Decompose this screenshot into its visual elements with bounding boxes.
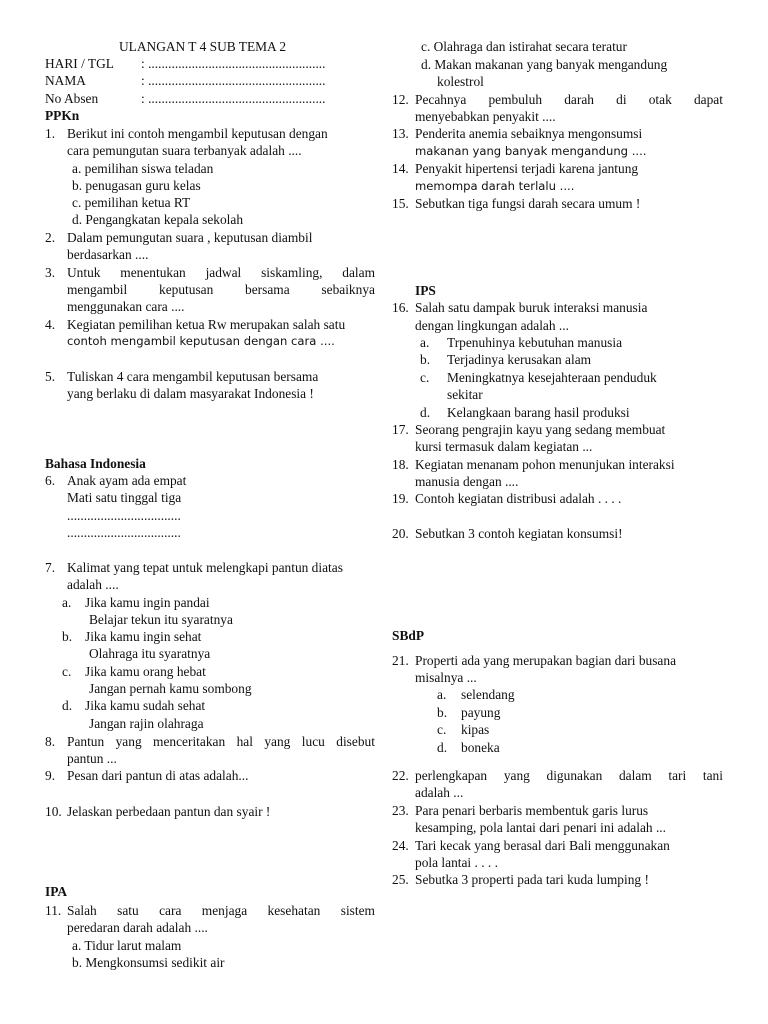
answer-option: a. pemilihan siswa teladan — [72, 161, 214, 176]
section-heading-sbdp: SBdP — [392, 628, 425, 643]
question-text-segment: yang — [503, 768, 530, 783]
answer-option: Jika kamu ingin sehat — [85, 629, 202, 644]
question-text-segment: Pantun — [67, 734, 105, 749]
question-number: 1. — [45, 126, 56, 141]
question-text: memompa darah terlalu .... — [415, 179, 575, 193]
option-letter: b. — [420, 352, 431, 367]
section-heading-bahasa-indonesia: Bahasa Indonesia — [45, 456, 146, 471]
question-number: 21. — [392, 653, 409, 668]
question-text: Tari kecak yang berasal dari Bali menggunakan — [415, 838, 670, 853]
question-text-segment: cara — [159, 903, 182, 918]
question-number: 13. — [392, 126, 409, 141]
question-text: Penyakit hipertensi terjadi karena jantung — [415, 161, 639, 176]
answer-option: Jika kamu sudah sehat — [85, 698, 206, 713]
pantun-blank-line[interactable]: .................................. — [67, 525, 181, 540]
option-letter: a. — [62, 595, 72, 610]
question-text-segment: kesehatan — [267, 903, 321, 918]
answer-option: Olahraga itu syaratnya — [89, 646, 211, 661]
question-number: 9. — [45, 768, 56, 783]
question-text: Sebutka 3 properti pada tari kuda lumping ! — [415, 872, 649, 887]
answer-option: selendang — [461, 687, 515, 702]
question-text-segment: lucu — [301, 734, 325, 749]
question-text-segment: perlengkapan — [415, 768, 488, 783]
question-text: kursi termasuk dalam kegiatan ... — [415, 439, 593, 454]
header-label-date: HARI / TGL — [45, 56, 114, 71]
header-field-date[interactable]: : ..................................................... — [141, 56, 326, 71]
question-text-segment: yang — [115, 734, 142, 749]
question-text: manusia dengan .... — [415, 474, 519, 489]
question-text-segment: hal — [236, 734, 253, 749]
answer-option: d. Makan makanan yang banyak mengandung — [421, 57, 668, 72]
question-text-segment: keputusan — [159, 282, 214, 297]
question-number: 6. — [45, 473, 56, 488]
question-text-segment: bersama — [245, 282, 290, 297]
answer-option: Belajar tekun itu syaratnya — [89, 612, 233, 627]
section-heading-ipa: IPA — [45, 884, 68, 899]
question-number: 2. — [45, 230, 56, 245]
question-number: 24. — [392, 838, 409, 853]
question-text — [67, 902, 375, 919]
question-number: 25. — [392, 872, 409, 887]
question-text: Sebutkan 3 contoh kegiatan konsumsi! — [415, 526, 623, 541]
question-text — [67, 281, 375, 298]
option-letter: c. — [420, 370, 430, 385]
question-text: Berikut ini contoh mengambil keputusan dengan — [67, 126, 328, 141]
question-text-segment: jadwal — [205, 265, 242, 280]
question-text-segment: otak — [648, 92, 672, 107]
question-text — [415, 767, 723, 784]
question-text-segment: pembuluh — [488, 92, 543, 107]
question-text: makanan yang banyak mengandung .... — [415, 144, 647, 158]
option-letter: d. — [420, 405, 431, 420]
question-text-segment: mengambil — [67, 282, 128, 297]
question-number: 20. — [392, 526, 409, 541]
question-number: 7. — [45, 560, 56, 575]
answer-option: c. Olahraga dan istirahat secara teratur — [421, 39, 627, 54]
question-text: Para penari berbaris membentuk garis lurus — [415, 803, 649, 818]
answer-option: Trpenuhinya kebutuhan manusia — [447, 335, 623, 350]
question-text-segment: Pecahnya — [415, 92, 467, 107]
pantun-line: Anak ayam ada empat — [67, 473, 187, 488]
question-text: Pesan dari pantun di atas adalah... — [67, 768, 249, 783]
answer-option: payung — [461, 705, 501, 720]
question-text: berdasarkan .... — [67, 247, 149, 262]
answer-option: b. Mengkonsumsi sedikit air — [72, 955, 225, 970]
header-field-absen[interactable]: : ..................................................... — [141, 91, 326, 106]
answer-option: Jika kamu ingin pandai — [85, 595, 210, 610]
question-number: 15. — [392, 196, 409, 211]
header-label-absen: No Absen — [45, 91, 99, 106]
section-heading-ips: IPS — [415, 283, 436, 298]
answer-option: Terjadinya kerusakan alam — [447, 352, 592, 367]
question-text-segment: siskamling, — [261, 265, 323, 280]
question-number: 19. — [392, 491, 409, 506]
answer-option: d. Pengangkatan kepala sekolah — [72, 212, 244, 227]
question-text: peredaran darah adalah .... — [67, 920, 208, 935]
question-number: 4. — [45, 317, 56, 332]
question-text-segment: digunakan — [546, 768, 603, 783]
answer-option: Jika kamu orang hebat — [85, 664, 206, 679]
answer-option: Jangan rajin olahraga — [89, 716, 204, 731]
question-number: 11. — [45, 903, 62, 918]
question-text: Contoh kegiatan distribusi adalah . . . . — [415, 491, 622, 506]
option-letter: d. — [62, 698, 73, 713]
question-text-segment: tani — [702, 768, 723, 783]
question-number: 5. — [45, 369, 56, 384]
option-letter: a. — [437, 687, 447, 702]
question-number: 16. — [392, 300, 409, 315]
question-number: 17. — [392, 422, 409, 437]
question-text-segment: di — [616, 92, 627, 107]
question-text: Kegiatan pemilihan ketua Rw merupakan salah satu — [67, 317, 346, 332]
question-text-segment: dapat — [693, 92, 723, 107]
answer-option: kipas — [461, 722, 490, 737]
question-text-segment: disebut — [336, 734, 375, 749]
question-text: dengan lingkungan adalah ... — [415, 318, 569, 333]
question-text-segment: dalam — [342, 265, 375, 280]
question-number: 23. — [392, 803, 409, 818]
question-text: Kegiatan menanam pohon menunjukan interaksi — [415, 457, 675, 472]
question-text: pantun ... — [67, 751, 117, 766]
question-text: adalah .... — [67, 577, 119, 592]
question-text: Penderita anemia sebaiknya mengonsumsi — [415, 126, 643, 141]
question-number: 3. — [45, 265, 56, 280]
answer-option: kolestrol — [437, 74, 484, 89]
question-text-segment: Untuk — [67, 265, 101, 280]
question-text-segment: satu — [117, 903, 139, 918]
question-text — [67, 733, 375, 750]
question-text: Sebutkan tiga fungsi darah secara umum ! — [415, 196, 641, 211]
question-text: yang berlaku di dalam masyarakat Indonesia ! — [67, 386, 314, 401]
question-text — [67, 264, 375, 281]
answer-option: Kelangkaan barang hasil produksi — [447, 405, 630, 420]
answer-option: sekitar — [447, 387, 483, 402]
question-text-segment: yang — [264, 734, 291, 749]
question-text-segment: menentukan — [120, 265, 186, 280]
question-number: 22. — [392, 768, 409, 783]
question-text-segment: dalam — [618, 768, 652, 783]
question-text: contoh mengambil keputusan dengan cara .... — [67, 334, 335, 348]
question-number: 8. — [45, 734, 56, 749]
section-heading-ppkn: PPKn — [45, 108, 80, 123]
answer-option: Meningkatnya kesejahteraan penduduk — [447, 370, 657, 385]
question-text: Jelaskan perbedaan pantun dan syair ! — [67, 804, 271, 819]
question-text: kesamping, pola lantai dari penari ini adalah ... — [415, 820, 666, 835]
option-letter: a. — [420, 335, 430, 350]
answer-option: b. penugasan guru kelas — [72, 178, 201, 193]
question-text: menggunakan cara .... — [67, 299, 185, 314]
option-letter: b. — [62, 629, 73, 644]
question-text: Tuliskan 4 cara mengambil keputusan bersama — [67, 369, 319, 384]
pantun-line: Mati satu tinggal tiga — [67, 490, 182, 505]
question-text: Kalimat yang tepat untuk melengkapi pantun diatas — [67, 560, 343, 575]
answer-option: c. pemilihan ketua RT — [72, 195, 191, 210]
question-number: 18. — [392, 457, 409, 472]
question-text-segment: menceritakan — [153, 734, 226, 749]
question-number: 10. — [45, 804, 62, 819]
question-text: menyebabkan penyakit .... — [415, 109, 556, 124]
question-text: misalnya ... — [415, 670, 477, 685]
question-text: Properti ada yang merupakan bagian dari busana — [415, 653, 677, 668]
question-text-segment: menjaga — [201, 903, 248, 918]
question-text-segment: sistem — [340, 903, 375, 918]
option-letter: c. — [62, 664, 72, 679]
question-text-segment: darah — [564, 92, 594, 107]
page-title: ULANGAN T 4 SUB TEMA 2 — [119, 39, 287, 54]
header-label-name: NAMA — [45, 73, 86, 88]
question-text-segment: sebaiknya — [321, 282, 375, 297]
question-text — [415, 91, 723, 108]
question-text: pola lantai . . . . — [415, 855, 498, 870]
question-number: 12. — [392, 92, 409, 107]
pantun-blank-line[interactable]: .................................. — [67, 508, 181, 523]
option-letter: b. — [437, 705, 448, 720]
question-text: Dalam pemungutan suara , keputusan diambil — [67, 230, 313, 245]
answer-option: boneka — [461, 740, 500, 755]
header-field-name[interactable]: : ..................................................... — [141, 73, 326, 88]
question-text: Salah satu dampak buruk interaksi manusia — [415, 300, 648, 315]
answer-option: a. Tidur larut malam — [72, 938, 182, 953]
question-number: 14. — [392, 161, 409, 176]
question-text: adalah ... — [415, 785, 464, 800]
answer-option: Jangan pernah kamu sombong — [89, 681, 252, 696]
question-text-segment: Salah — [67, 903, 97, 918]
option-letter: c. — [437, 722, 447, 737]
question-text-segment: tari — [668, 768, 687, 783]
question-text: cara pemungutan suara terbanyak adalah .... — [67, 143, 302, 158]
option-letter: d. — [437, 740, 448, 755]
question-text: Seorang pengrajin kayu yang sedang membuat — [415, 422, 666, 437]
